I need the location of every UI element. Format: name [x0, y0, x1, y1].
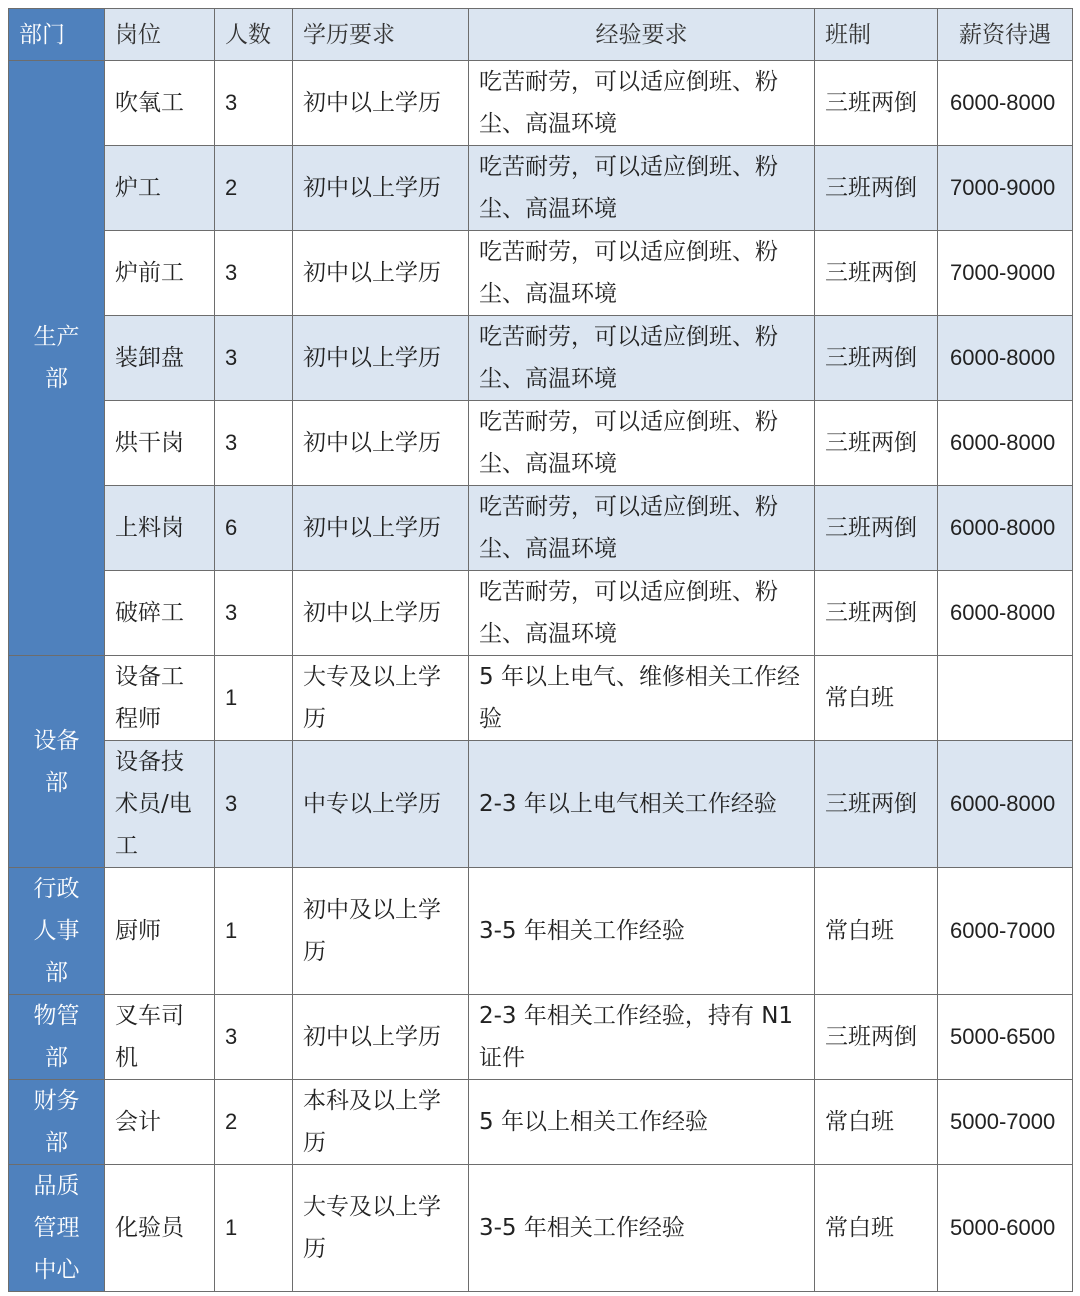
- education-cell: 中专以上学历: [293, 741, 469, 868]
- table-row: [9, 146, 1073, 231]
- experience-cell: 吃苦耐劳，可以适应倒班、粉尘、高温环境: [469, 316, 815, 401]
- count-cell: 3: [215, 316, 293, 401]
- experience-cell: 3-5 年相关工作经验: [469, 868, 815, 995]
- experience-cell: 吃苦耐劳，可以适应倒班、粉尘、高温环境: [469, 401, 815, 486]
- department-cell: 物管 部: [9, 995, 105, 1080]
- table-row: [9, 995, 1073, 1080]
- count-cell: 2: [215, 1080, 293, 1165]
- header-shift: 班制: [815, 9, 938, 61]
- table-row: [9, 486, 1073, 571]
- position-cell: 炉前工: [105, 231, 215, 316]
- shift-cell: 三班两倒: [815, 486, 938, 571]
- count-cell: 3: [215, 61, 293, 146]
- header-department: 部门: [9, 9, 105, 61]
- shift-cell: 三班两倒: [815, 316, 938, 401]
- count-cell: 1: [215, 656, 293, 741]
- salary-cell: 5000-6000: [938, 1165, 1073, 1292]
- education-cell: 本科及以上学历: [293, 1080, 469, 1165]
- shift-cell: 三班两倒: [815, 571, 938, 656]
- position-cell: 炉工: [105, 146, 215, 231]
- department-cell: 行政 人事 部: [9, 868, 105, 995]
- experience-cell: 吃苦耐劳，可以适应倒班、粉尘、高温环境: [469, 61, 815, 146]
- department-cell: 设备 部: [9, 656, 105, 868]
- position-cell: 上料岗: [105, 486, 215, 571]
- table-row: [9, 741, 1073, 868]
- shift-cell: 三班两倒: [815, 401, 938, 486]
- shift-cell: 常白班: [815, 1165, 938, 1292]
- education-cell: 初中以上学历: [293, 995, 469, 1080]
- position-cell: 烘干岗: [105, 401, 215, 486]
- position-cell: 设备技术员/电工: [105, 741, 215, 868]
- header-education: 学历要求: [293, 9, 469, 61]
- count-cell: 1: [215, 1165, 293, 1292]
- salary-cell: 7000-9000: [938, 146, 1073, 231]
- education-cell: 初中以上学历: [293, 316, 469, 401]
- salary-cell: 6000-7000: [938, 868, 1073, 995]
- shift-cell: 三班两倒: [815, 995, 938, 1080]
- count-cell: 3: [215, 401, 293, 486]
- experience-cell: 2-3 年相关工作经验，持有 N1 证件: [469, 995, 815, 1080]
- department-cell: 品质 管理 中心: [9, 1165, 105, 1292]
- position-cell: 破碎工: [105, 571, 215, 656]
- position-cell: 吹氧工: [105, 61, 215, 146]
- count-cell: 3: [215, 571, 293, 656]
- education-cell: 大专及以上学历: [293, 1165, 469, 1292]
- recruitment-table: [8, 8, 1073, 1292]
- education-cell: 大专及以上学历: [293, 656, 469, 741]
- table-row: [9, 1165, 1073, 1292]
- salary-cell: 6000-8000: [938, 316, 1073, 401]
- shift-cell: 三班两倒: [815, 231, 938, 316]
- experience-cell: 5 年以上相关工作经验: [469, 1080, 815, 1165]
- position-cell: 会计: [105, 1080, 215, 1165]
- position-cell: 设备工程师: [105, 656, 215, 741]
- count-cell: 2: [215, 146, 293, 231]
- experience-cell: 吃苦耐劳，可以适应倒班、粉尘、高温环境: [469, 571, 815, 656]
- count-cell: 6: [215, 486, 293, 571]
- table-row: [9, 231, 1073, 316]
- experience-cell: 吃苦耐劳，可以适应倒班、粉尘、高温环境: [469, 231, 815, 316]
- position-cell: 叉车司机: [105, 995, 215, 1080]
- shift-cell: 常白班: [815, 868, 938, 995]
- table-row: [9, 401, 1073, 486]
- experience-cell: 吃苦耐劳，可以适应倒班、粉尘、高温环境: [469, 146, 815, 231]
- table-row: [9, 571, 1073, 656]
- position-cell: 化验员: [105, 1165, 215, 1292]
- department-cell: 财务 部: [9, 1080, 105, 1165]
- count-cell: 3: [215, 741, 293, 868]
- experience-cell: 2-3 年以上电气相关工作经验: [469, 741, 815, 868]
- table-row: [9, 868, 1073, 995]
- salary-cell: 6000-8000: [938, 401, 1073, 486]
- table-row: [9, 656, 1073, 741]
- count-cell: 3: [215, 231, 293, 316]
- experience-cell: 3-5 年相关工作经验: [469, 1165, 815, 1292]
- header-row: [9, 9, 1073, 61]
- experience-cell: 吃苦耐劳，可以适应倒班、粉尘、高温环境: [469, 486, 815, 571]
- position-cell: 厨师: [105, 868, 215, 995]
- header-salary: 薪资待遇: [938, 9, 1073, 61]
- education-cell: 初中以上学历: [293, 61, 469, 146]
- count-cell: 1: [215, 868, 293, 995]
- shift-cell: 常白班: [815, 1080, 938, 1165]
- education-cell: 初中以上学历: [293, 571, 469, 656]
- education-cell: 初中及以上学历: [293, 868, 469, 995]
- shift-cell: 常白班: [815, 656, 938, 741]
- salary-cell: 5000-6500: [938, 995, 1073, 1080]
- salary-cell: 6000-8000: [938, 741, 1073, 868]
- salary-cell: [938, 656, 1073, 741]
- header-position: 岗位: [105, 9, 215, 61]
- education-cell: 初中以上学历: [293, 231, 469, 316]
- salary-cell: 7000-9000: [938, 231, 1073, 316]
- education-cell: 初中以上学历: [293, 401, 469, 486]
- position-cell: 装卸盘: [105, 316, 215, 401]
- department-cell: 生产 部: [9, 61, 105, 656]
- salary-cell: 6000-8000: [938, 61, 1073, 146]
- education-cell: 初中以上学历: [293, 146, 469, 231]
- experience-cell: 5 年以上电气、维修相关工作经验: [469, 656, 815, 741]
- salary-cell: 6000-8000: [938, 486, 1073, 571]
- count-cell: 3: [215, 995, 293, 1080]
- table-row: [9, 316, 1073, 401]
- table-row: [9, 61, 1073, 146]
- shift-cell: 三班两倒: [815, 741, 938, 868]
- header-experience: 经验要求: [469, 9, 815, 61]
- table-row: [9, 1080, 1073, 1165]
- shift-cell: 三班两倒: [815, 146, 938, 231]
- salary-cell: 5000-7000: [938, 1080, 1073, 1165]
- salary-cell: 6000-8000: [938, 571, 1073, 656]
- education-cell: 初中以上学历: [293, 486, 469, 571]
- shift-cell: 三班两倒: [815, 61, 938, 146]
- header-count: 人数: [215, 9, 293, 61]
